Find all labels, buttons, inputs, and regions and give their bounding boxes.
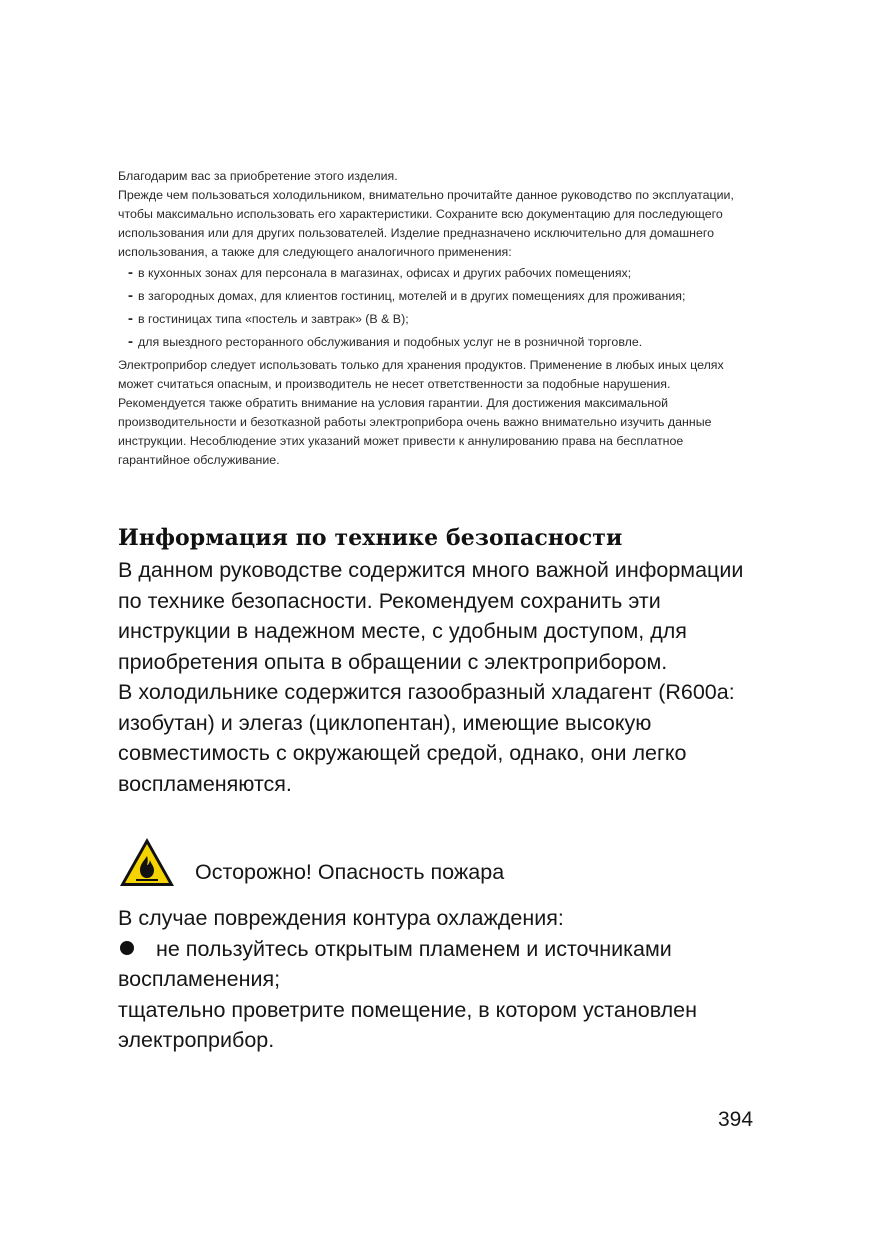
list-item: - в загородных домах, для клиентов гостиниц, мотелей и в других помещениях для проживания; <box>128 287 686 304</box>
intro-thanks: Благодарим вас за приобретение этого изделия. <box>118 169 398 183</box>
usage-paragraph: Электроприбор следует использовать только для хранения продуктов. Применение в любых иных целях может считаться опасным, и производитель не несет ответственности за подобные нарушения. Рекомендуется также обратить внимание на условия гарантии. Для достижения максимальной производительности и безотказной работы электроприбора очень важно внимательно изучить данные инструкции. Несоблюдение этих указаний может привести к аннулированию права на бесплатное гарантийное обслуживание. <box>118 358 724 467</box>
intro-section <box>118 167 738 470</box>
bullet-dot-icon <box>120 941 134 955</box>
dash-bullet: - <box>128 287 133 304</box>
fire-warning <box>118 836 758 888</box>
page-number: 394 <box>718 1108 754 1131</box>
dash-bullet: - <box>128 333 133 350</box>
safety-paragraph-1: В данном руководстве содержится много важной информации по технике безопасности. Рекомендуем сохранить эти инструкции в надежном месте, с удобным доступом, для приобретения опыта в обращении с электроприбором. <box>118 558 744 674</box>
damage-bullet: не пользуйтесь открытым пламенем и источниками воспламенения; <box>118 936 672 991</box>
dash-bullet: - <box>128 264 133 281</box>
damage-after: тщательно проветрите помещение, в котором установлен электроприбор. <box>118 997 697 1052</box>
usage-list <box>118 264 738 352</box>
list-item: - в кухонных зонах для персонала в магазинах, офисах и других рабочих помещениях; <box>128 264 632 281</box>
damage-intro: В случае повреждения контура охлаждения: <box>118 906 564 930</box>
damage-section <box>118 903 758 1056</box>
safety-text <box>118 555 758 799</box>
fire-hazard-icon <box>118 836 176 888</box>
warning-text: Осторожно! Опасность пожара <box>195 860 505 884</box>
dash-bullet: - <box>128 310 133 327</box>
list-item: - для выездного ресторанного обслуживания и подобных услуг не в розничной торговле. <box>128 333 643 350</box>
safety-paragraph-2: В холодильнике содержится газообразный хладагент (R600a: изобутан) и элегаз (циклопентан), имеющие высокую совместимость с окружающей средой, однако, они легко воспламеняются. <box>118 680 735 796</box>
list-item: - в гостиницах типа «постель и завтрак» (B & B); <box>128 310 409 327</box>
intro-paragraph: Прежде чем пользоваться холодильником, внимательно прочитайте данное руководство по эксплуатации, чтобы максимально использовать его характеристики. Сохраните всю документацию для последующего использования или для других пользователей. Изделие предназначено исключительно для домашнего использования, а также для следующего аналогичного применения: <box>118 188 734 259</box>
safety-heading: Информация по технике безопасности <box>118 525 623 551</box>
